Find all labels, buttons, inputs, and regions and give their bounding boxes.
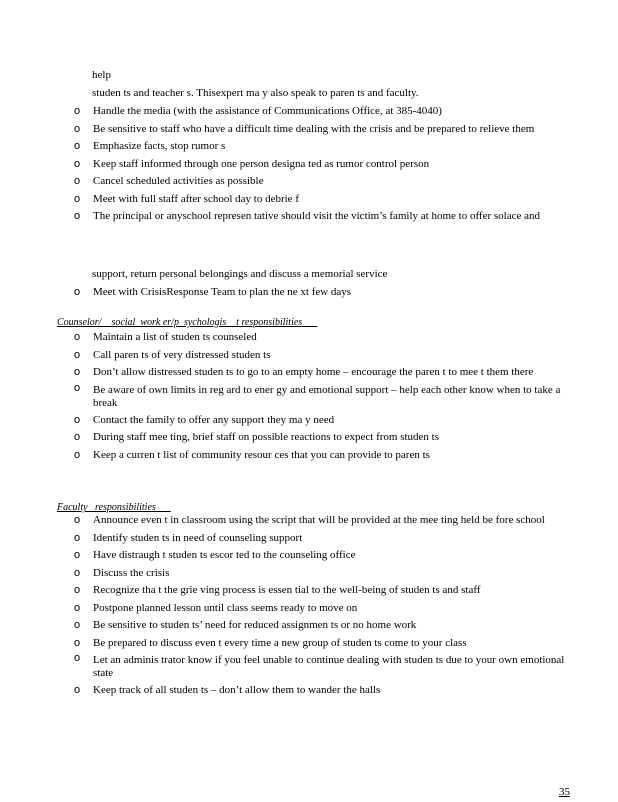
- bullet-marker: o: [74, 210, 81, 222]
- list-item: [0, 530, 583, 548]
- list-item-text: The principal or anyschool represen tative should visit the victim’s family at home to offer solace and: [93, 210, 541, 222]
- faculty-list: [0, 512, 618, 700]
- principal-continuation: support, return personal belongings and discuss a memorial service: [92, 268, 388, 280]
- bullet-marker: o: [74, 531, 81, 544]
- list-item: [0, 617, 583, 635]
- list-item: [0, 412, 583, 430]
- list-item-text: Handle the media (with the assistance of Communications Office, at 385-4040): [93, 105, 442, 117]
- principal-list-a: [0, 103, 618, 226]
- list-item: [0, 547, 583, 565]
- list-item-text: Keep staff informed through one person designa ted as rumor control person: [93, 157, 430, 170]
- list-item: [0, 429, 583, 447]
- bullet-marker: o: [74, 431, 81, 443]
- bullet-marker: o: [74, 684, 81, 696]
- list-item-text: Have distraugh t studen ts escor ted to the counseling office: [93, 549, 356, 561]
- list-item-text: Recognize tha t the grie ving process is essen tial to the well-being of studen ts and staff: [93, 584, 481, 596]
- bullet-marker: o: [74, 549, 81, 561]
- list-item: [0, 138, 583, 156]
- bullet-marker: o: [74, 366, 81, 378]
- list-item: [0, 284, 583, 302]
- bullet-marker: o: [74, 381, 81, 394]
- list-item: [0, 364, 583, 382]
- list-item-text: Call paren ts of very distressed studen ts: [93, 348, 271, 361]
- list-item-text: Keep track of all studen ts – don’t allow them to wander the halls: [93, 684, 381, 696]
- list-item-text: Emphasize facts, stop rumor s: [93, 140, 226, 152]
- list-item-text: Be prepared to discuss even t every time a new group of studen ts come to your class: [93, 636, 467, 649]
- list-item: [0, 582, 583, 600]
- list-item: [0, 382, 583, 412]
- list-item: [0, 103, 583, 121]
- page-number: 35: [559, 786, 570, 798]
- list-item-text: Maintain a list of studen ts counseled: [93, 331, 257, 343]
- list-item-text: Be aware of own limits in reg ard to ener gy and emotional support – help each other know when to take a break: [93, 383, 561, 409]
- list-item: [0, 565, 583, 583]
- list-item-text: During staff mee ting, brief staff on possible reactions to expect from studen ts: [93, 431, 440, 443]
- list-item-text: Postpone planned lesson until class seems ready to move on: [93, 601, 358, 614]
- list-item-text: Meet with full staff after school day to debrie f: [93, 192, 299, 205]
- list-item: [0, 191, 583, 209]
- bullet-marker: o: [74, 652, 81, 664]
- list-item-text: Meet with CrisisResponse Team to plan the ne xt few days: [93, 286, 352, 298]
- list-item-text: Discuss the crisis: [93, 566, 170, 579]
- bullet-marker: o: [74, 636, 81, 649]
- list-item: [0, 208, 583, 226]
- list-item: [0, 121, 583, 139]
- bullet-marker: o: [74, 514, 81, 526]
- list-item: [0, 652, 583, 682]
- bullet-marker: o: [74, 584, 81, 596]
- list-item: [0, 635, 583, 653]
- intro-line-1: help: [92, 69, 111, 81]
- list-item: [0, 156, 583, 174]
- bullet-marker: o: [74, 348, 81, 361]
- list-item: [0, 329, 583, 347]
- bullet-marker: o: [74, 601, 81, 614]
- counselor-heading: Counselor/ social work er/p sychologis t responsibilities: [57, 317, 318, 328]
- bullet-marker: o: [74, 175, 81, 187]
- list-item: [0, 600, 583, 618]
- intro-line-2: studen ts and teacher s. Thisexpert ma y also speak to paren ts and faculty.: [92, 87, 419, 99]
- bullet-marker: o: [74, 331, 81, 343]
- list-item-text: Cancel scheduled activities as possible: [93, 175, 264, 187]
- faculty-heading: Faculty responsibilities: [57, 502, 171, 513]
- list-item: [0, 447, 583, 465]
- bullet-marker: o: [74, 122, 81, 135]
- bullet-marker: o: [74, 448, 81, 461]
- list-item: [0, 173, 583, 191]
- list-item-text: Identify studen ts in need of counseling support: [93, 531, 303, 544]
- list-item-text: Be sensitive to staff who have a difficult time dealing with the crisis and be prepared to relieve them: [93, 122, 535, 135]
- list-item: [0, 682, 583, 700]
- counselor-list: [0, 329, 618, 464]
- principal-list-b: [0, 284, 618, 302]
- list-item: [0, 512, 583, 530]
- bullet-marker: o: [74, 140, 81, 152]
- list-item: [0, 347, 583, 365]
- bullet-marker: o: [74, 619, 81, 631]
- bullet-marker: o: [74, 157, 81, 170]
- list-item-text: Announce even t in classroom using the script that will be provided at the mee ting held be fore school: [93, 514, 545, 526]
- bullet-marker: o: [74, 192, 81, 205]
- list-item-text: Contact the family to offer any support they ma y need: [93, 413, 335, 426]
- bullet-marker: o: [74, 286, 81, 298]
- list-item-text: Keep a curren t list of community resour ces that you can provide to paren ts: [93, 448, 430, 461]
- bullet-marker: o: [74, 413, 81, 426]
- bullet-marker: o: [74, 566, 81, 579]
- list-item-text: Be sensitive to studen ts’ need for reduced assignmen ts or no home work: [93, 619, 417, 631]
- list-item-text: Let an adminis trator know if you feel unable to continue dealing with studen ts due to your own emotional state: [93, 654, 565, 679]
- bullet-marker: o: [74, 105, 81, 117]
- list-item-text: Don’t allow distressed studen ts to go to an empty home – encourage the paren t to mee t them there: [93, 366, 534, 378]
